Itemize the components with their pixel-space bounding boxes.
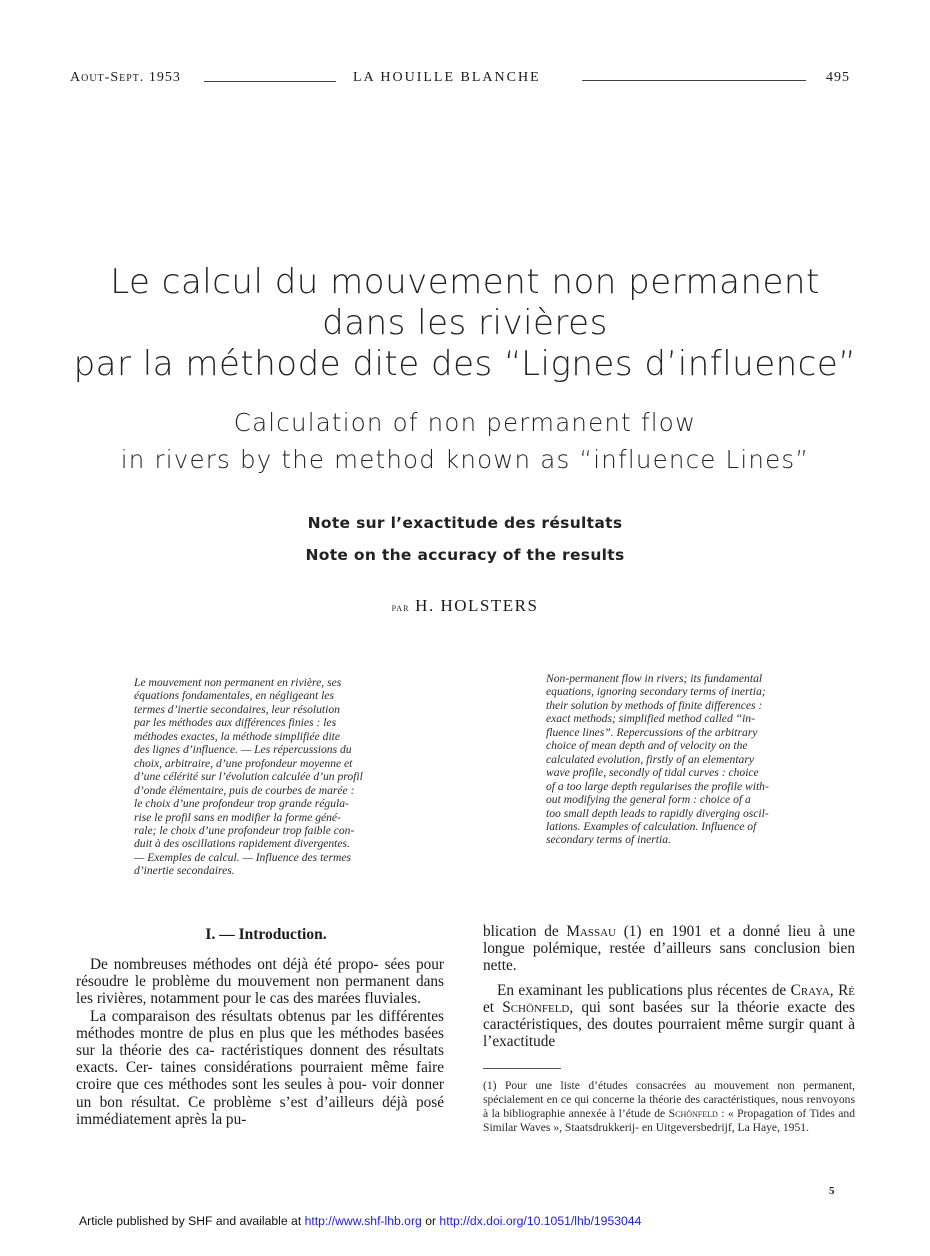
title-french (40, 262, 890, 385)
text-line: que les méthodes basées sur la théorie des ca- (76, 1024, 445, 1060)
text-line: La comparaison des résultats obtenus par (90, 1007, 351, 1025)
abstract-fr-line: d’inertie secondaires. (134, 864, 235, 878)
footnote-rule (483, 1068, 561, 1069)
abstract-en-line: lations. Examples of calculation. Influence of (546, 819, 757, 833)
abstract-en-line: exact methods; simplified method called “in- (546, 712, 755, 726)
text-line: De nombreuses méthodes ont déjà été propo- (90, 956, 379, 973)
title-english-line-1: Calculation of non permanent flow (233, 408, 697, 437)
body-column-right (483, 923, 855, 1050)
abstract-fr-line: d’une célérité sur l’évolution calculée d’un profil (134, 770, 363, 784)
section-heading-introduction: I. — Introduction. (205, 926, 327, 943)
abstract-fr-line: par les méthodes aux différences finies : les (134, 716, 337, 730)
abstract-fr-line: choix, arbitraire, d’une profondeur moyenne et (134, 756, 353, 770)
author-par: par (391, 600, 410, 614)
abstract-en-line: secondary terms of inertia. (546, 833, 671, 847)
paragraph (76, 956, 444, 1008)
abstract-en-line: equations, ignoring secondary terms of inertia; (546, 685, 766, 699)
abstract-fr-line: équations fondamentales, en négligeant les (134, 689, 334, 703)
text-run: et (483, 998, 495, 1016)
text-run: blication de (483, 923, 559, 940)
abstract-en-line: out modifying the general form : choice of a (546, 793, 751, 807)
footnote-author-name: Schönfeld (668, 1107, 718, 1120)
title-english-line-2: in rivers by the method known as “influence Lines” (120, 445, 810, 474)
abstract-en-line: too small depth leads to rapidly diverging oscil- (546, 806, 769, 820)
abstract-fr-line: d’onde élémentaire, puis de courbes de marée : (134, 783, 355, 797)
author-name-schonfeld: Schönfeld (502, 998, 570, 1016)
abstract-en-line: wave profile, secondly of tidal curves : choice (546, 766, 759, 780)
footnote-text: (1) Pour une liste d’études consacrées au mouvement non permanent, spécialement en ce qui concerne la théorie des caractéristiques, nous renvoyons à la bibliographie annexée à l’étude de (483, 1079, 855, 1120)
abstract-english (546, 672, 854, 847)
abstract-en-line: Non-permanent flow in rivers; its fundamental (546, 672, 763, 685)
running-header-page: 495 (826, 70, 850, 85)
footnote-text: : « Propagation of Tides and Similar Waves », Staatsdrukkerij- en Uitgeversbedrijf, La Haye, 1951. (483, 1107, 855, 1134)
footnote (483, 1079, 855, 1135)
text-line: ractéristiques donnent des résultats exacts. Cer- (76, 1042, 445, 1077)
text-line: les différentes méthodes montre de plus en plus (76, 1007, 444, 1042)
running-header-journal: LA HOUILLE BLANCHE (353, 70, 541, 85)
text-run: , (829, 981, 834, 999)
abstract-fr-line: le choix d’une profondeur trop grande régula- (134, 797, 349, 811)
header-rule-right (582, 80, 806, 81)
author-line (40, 596, 890, 616)
abstract-fr-line: des lignes d’influence. — Les répercussions du (134, 743, 352, 757)
abstract-fr-line: méthodes exactes, la méthode simplifiée dite (134, 729, 341, 743)
author-name-massau: Massau (566, 923, 616, 940)
author-name-craya: Craya (790, 981, 830, 999)
footer-link-doi[interactable]: http://dx.doi.org/10.1051/lhb/1953044 (439, 1214, 642, 1228)
abstract-fr-line: rale; le choix d’une profondeur trop faible con- (134, 823, 355, 837)
running-header-date: Aout-Sept. 1953 (70, 70, 181, 85)
paragraph (483, 923, 855, 975)
abstract-en-line: of a too large depth regularises the profile with- (546, 779, 769, 793)
title-french-line-2: dans les rivières (322, 303, 608, 343)
text-run: , qui sont basées sur la théorie exacte des caractéristiques, des doutes pourraient même surgir quant à l’exactitude (483, 998, 855, 1051)
text-line: croire que ces méthodes sont les seules à pou- (76, 1076, 367, 1094)
abstract-fr-line: duit à des oscillations rapidement divergentes. (134, 837, 350, 851)
abstract-fr-line: rise le profil sans en modifier la forme géné- (134, 810, 341, 824)
title-french-line-1: Le calcul du mouvement non permanent (110, 262, 820, 302)
text-line: taines considérations pourraient même faire (160, 1059, 444, 1077)
body-column-left (76, 956, 444, 1128)
abstract-en-line: calculated evolution, firstly of an elementary (546, 752, 754, 766)
abstract-en-line: their solution by methods of finite differences : (546, 698, 763, 712)
page-number: 5 (829, 1185, 835, 1197)
paragraph (483, 982, 855, 1051)
footer-text: Article published by SHF and available at (79, 1214, 302, 1228)
text-line: sées pour résoudre le problème du mouvement (76, 956, 444, 991)
text-line: non permanent dans les rivières, notamment (76, 973, 444, 1008)
publication-footer (79, 1214, 641, 1228)
author-name: H. HOLSTERS (415, 596, 539, 615)
subtitle-note-french: Note sur l’exactitude des résultats (307, 514, 623, 532)
paragraph (76, 1008, 444, 1128)
text-run: (1) en 1901 et a donné lieu à une longue polémique, restée d’ailleurs sans conclusion bien nette. (483, 923, 855, 975)
title-french-line-3: par la méthode dite des “Lignes d’influence” (73, 344, 857, 384)
abstract-en-line: choice of mean depth and of velocity on the (546, 739, 748, 753)
abstract-fr-line: Le mouvement non permanent en rivière, ses (134, 676, 342, 689)
text-line: d’ailleurs déjà posé immédiatement après la pu- (76, 1093, 445, 1128)
abstract-en-line: fluence lines”. Repercussions of the arbitrary (546, 725, 758, 739)
footer-link-shf[interactable]: http://www.shf-lhb.org (304, 1214, 422, 1228)
text-run: En examinant les publications plus récentes de (497, 981, 787, 999)
abstract-french (134, 676, 445, 878)
abstract-fr-line: termes d’inertie secondaires, leur résolution (134, 702, 340, 716)
footer-text: or (425, 1214, 437, 1228)
title-english (40, 404, 890, 478)
text-line: voir donner un bon résultat. Ce problème s’est (76, 1076, 444, 1111)
abstract-fr-line: — Exemples de calcul. — Influence des termes (134, 850, 351, 864)
header-rule-left (204, 81, 336, 82)
text-line: pour le cas des marées fluviales. (222, 990, 421, 1008)
author-name-re: Ré (838, 981, 856, 999)
subtitle-note-english: Note on the accuracy of the results (305, 546, 625, 564)
